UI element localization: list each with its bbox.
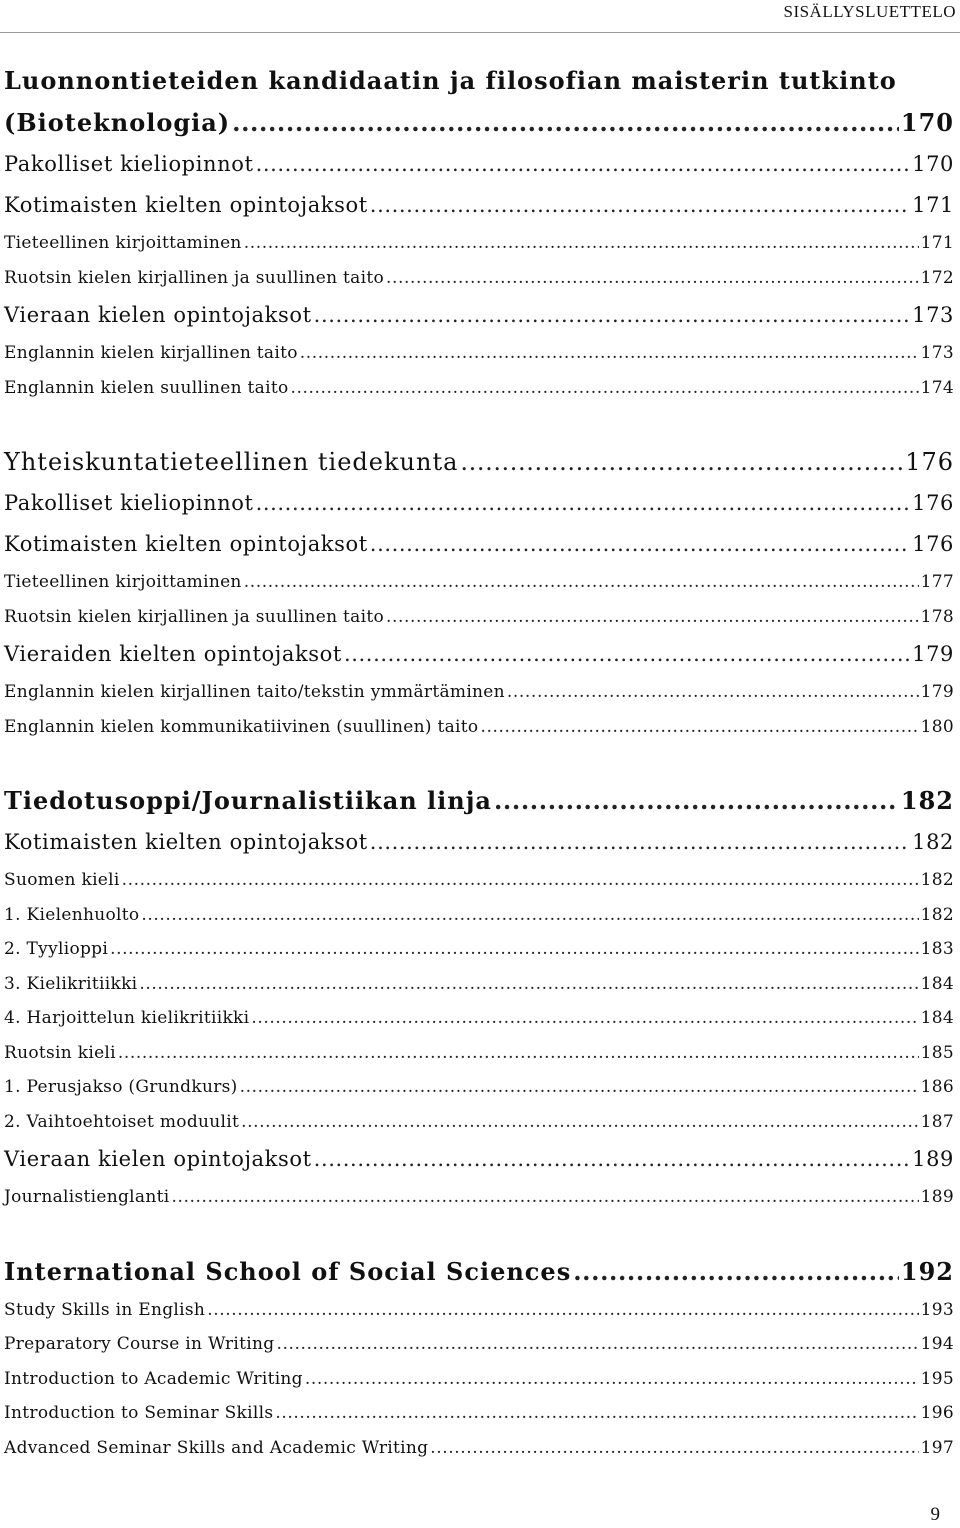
toc-entry[interactable] bbox=[4, 295, 954, 336]
toc-entry-page: 186 bbox=[920, 1077, 954, 1097]
toc-entry-title: 2. Tyylioppi bbox=[4, 939, 109, 959]
toc-entry[interactable] bbox=[4, 60, 954, 102]
dot-leader bbox=[141, 898, 918, 933]
toc-entry-title: Journalistienglanti bbox=[4, 1187, 170, 1207]
toc-entry-title: Tieteellinen kirjoittaminen bbox=[4, 572, 242, 592]
toc-entry[interactable] bbox=[4, 1362, 954, 1397]
toc-entry-page: 173 bbox=[920, 343, 954, 363]
toc-entry[interactable] bbox=[4, 102, 954, 144]
toc-section bbox=[4, 1251, 954, 1466]
dot-leader bbox=[507, 675, 919, 710]
toc-entry[interactable] bbox=[4, 600, 954, 635]
dot-leader bbox=[241, 1105, 919, 1140]
toc-entry[interactable] bbox=[4, 565, 954, 600]
dot-leader bbox=[314, 1139, 910, 1180]
toc-entry[interactable] bbox=[4, 144, 954, 185]
dot-leader bbox=[480, 710, 918, 745]
toc-entry[interactable] bbox=[4, 1180, 954, 1215]
toc-entry-page: 196 bbox=[920, 1403, 954, 1423]
toc-entry[interactable] bbox=[4, 634, 954, 675]
toc-entry-page: 189 bbox=[912, 1147, 954, 1171]
dot-leader bbox=[240, 1070, 919, 1105]
dot-leader bbox=[171, 1180, 918, 1215]
toc-entry[interactable] bbox=[4, 1105, 954, 1140]
toc-entry-page: 173 bbox=[912, 303, 954, 327]
toc-entry-title: Advanced Seminar Skills and Academic Writing bbox=[4, 1437, 429, 1458]
section-gap bbox=[4, 744, 954, 780]
dot-leader bbox=[232, 102, 899, 144]
toc-entry-page: 180 bbox=[920, 716, 954, 737]
toc-entry-title: (Bioteknologia) bbox=[4, 108, 231, 137]
running-header: SISÄLLYSLUETTELO bbox=[783, 2, 956, 21]
toc-entry-title: Yhteiskuntatieteellinen tiedekunta bbox=[4, 448, 459, 476]
toc-entry-title: 3. Kielikritiikki bbox=[4, 973, 138, 994]
toc-entry-title: Englannin kielen kirjallinen taito/tekstin ymmärtäminen bbox=[4, 682, 505, 702]
table-of-contents bbox=[4, 60, 954, 1465]
toc-entry[interactable] bbox=[4, 863, 954, 898]
toc-entry[interactable] bbox=[4, 185, 954, 226]
toc-entry-page: 182 bbox=[900, 786, 954, 815]
toc-section bbox=[4, 441, 954, 744]
dot-leader bbox=[494, 780, 899, 822]
toc-entry-title: Preparatory Course in Writing bbox=[4, 1334, 275, 1354]
toc-entry-title: Ruotsin kieli bbox=[4, 1042, 116, 1063]
dot-leader bbox=[122, 863, 919, 898]
toc-entry[interactable] bbox=[4, 1070, 954, 1105]
dot-leader bbox=[207, 1293, 918, 1328]
toc-entry-page: 174 bbox=[920, 377, 954, 398]
toc-entry-title: International School of Social Sciences bbox=[4, 1256, 572, 1286]
toc-entry-page: 171 bbox=[912, 193, 954, 217]
toc-entry-title: Ruotsin kielen kirjallinen ja suullinen taito bbox=[4, 267, 384, 288]
toc-entry[interactable] bbox=[4, 261, 954, 296]
toc-entry-title: Kotimaisten kielten opintojaksot bbox=[4, 830, 368, 854]
toc-entry[interactable] bbox=[4, 336, 954, 371]
toc-entry-page: 193 bbox=[920, 1299, 954, 1320]
toc-entry-title: Suomen kieli bbox=[4, 870, 120, 890]
toc-entry-page: 189 bbox=[920, 1187, 954, 1207]
header-rule bbox=[0, 32, 960, 33]
page-number: 9 bbox=[930, 1504, 940, 1525]
toc-entry-title: Ruotsin kielen kirjallinen ja suullinen taito bbox=[4, 606, 384, 627]
toc-entry-title: 2. Vaihtoehtoiset moduulit bbox=[4, 1111, 240, 1132]
dot-leader bbox=[370, 185, 910, 226]
dot-leader bbox=[110, 932, 919, 967]
toc-entry-title: Kotimaisten kielten opintojaksot bbox=[4, 532, 368, 556]
dot-leader bbox=[430, 1431, 918, 1466]
dot-leader bbox=[244, 565, 919, 600]
toc-entry[interactable] bbox=[4, 675, 954, 710]
toc-entry-page: 194 bbox=[920, 1334, 954, 1354]
toc-entry-page: 172 bbox=[920, 267, 954, 288]
toc-entry-page: 176 bbox=[912, 491, 954, 515]
toc-entry[interactable] bbox=[4, 483, 954, 524]
toc-entry[interactable] bbox=[4, 1001, 954, 1036]
toc-entry-page: 182 bbox=[920, 870, 954, 890]
toc-entry-title: Englannin kielen kirjallinen taito bbox=[4, 343, 298, 363]
dot-leader bbox=[118, 1036, 919, 1071]
toc-entry-page: 170 bbox=[900, 108, 954, 137]
toc-entry-page: 197 bbox=[920, 1437, 954, 1458]
dot-leader bbox=[314, 295, 910, 336]
section-gap bbox=[4, 1215, 954, 1251]
toc-section bbox=[4, 780, 954, 1215]
toc-entry-page: 184 bbox=[920, 1008, 954, 1028]
dot-leader bbox=[256, 144, 911, 185]
dot-leader bbox=[251, 1001, 918, 1036]
toc-entry-title: Pakolliset kieliopinnot bbox=[4, 152, 254, 176]
toc-entry[interactable] bbox=[4, 1327, 954, 1362]
toc-entry-page: 176 bbox=[912, 532, 954, 556]
dot-leader bbox=[256, 483, 911, 524]
toc-entry-title: Englannin kielen suullinen taito bbox=[4, 377, 289, 398]
toc-entry-page: 176 bbox=[905, 448, 954, 476]
toc-entry-page: 195 bbox=[920, 1368, 954, 1389]
toc-entry-page: 182 bbox=[920, 904, 954, 925]
toc-entry-title: 1. Perusjakso (Grundkurs) bbox=[4, 1077, 238, 1097]
toc-entry-title: Vieraan kielen opintojaksot bbox=[4, 1147, 312, 1171]
toc-entry-title: Kotimaisten kielten opintojaksot bbox=[4, 193, 368, 217]
toc-entry-page: 183 bbox=[920, 939, 954, 959]
dot-leader bbox=[275, 1396, 918, 1431]
toc-entry[interactable] bbox=[4, 1251, 954, 1293]
toc-entry[interactable] bbox=[4, 898, 954, 933]
toc-entry-page: 187 bbox=[920, 1111, 954, 1132]
toc-entry[interactable] bbox=[4, 1139, 954, 1180]
dot-leader bbox=[370, 524, 910, 565]
toc-entry-title: Englannin kielen kommunikatiivinen (suullinen) taito bbox=[4, 716, 479, 737]
toc-entry-page: 177 bbox=[920, 572, 954, 592]
toc-entry-page: 178 bbox=[920, 606, 954, 627]
toc-entry[interactable] bbox=[4, 371, 954, 406]
dot-leader bbox=[370, 822, 910, 863]
dot-leader bbox=[300, 336, 919, 371]
toc-entry-page: 192 bbox=[900, 1256, 954, 1286]
toc-entry-page: 182 bbox=[912, 830, 954, 854]
toc-entry[interactable] bbox=[4, 932, 954, 967]
toc-section bbox=[4, 60, 954, 405]
toc-entry-title: Tieteellinen kirjoittaminen bbox=[4, 233, 242, 253]
toc-entry-page: 171 bbox=[920, 233, 954, 253]
toc-entry-page: 179 bbox=[920, 682, 954, 702]
toc-entry-page: 170 bbox=[912, 152, 954, 176]
toc-entry-title: Vieraan kielen opintojaksot bbox=[4, 303, 312, 327]
toc-entry[interactable] bbox=[4, 441, 954, 483]
toc-entry[interactable] bbox=[4, 1431, 954, 1466]
toc-entry-title: Introduction to Seminar Skills bbox=[4, 1403, 274, 1423]
toc-entry-page: 185 bbox=[920, 1042, 954, 1063]
toc-entry-title: 1. Kielenhuolto bbox=[4, 904, 140, 925]
dot-leader bbox=[573, 1251, 899, 1293]
dot-leader bbox=[291, 371, 919, 406]
toc-entry-title: Pakolliset kieliopinnot bbox=[4, 491, 254, 515]
dot-leader bbox=[386, 261, 919, 296]
toc-entry[interactable] bbox=[4, 710, 954, 745]
dot-leader bbox=[244, 226, 919, 261]
toc-entry[interactable] bbox=[4, 1293, 954, 1328]
toc-entry-page: 184 bbox=[920, 973, 954, 994]
toc-entry-title: Introduction to Academic Writing bbox=[4, 1368, 303, 1389]
dot-leader bbox=[344, 634, 910, 675]
dot-leader bbox=[386, 600, 919, 635]
dot-leader bbox=[305, 1362, 919, 1397]
toc-entry[interactable] bbox=[4, 1396, 954, 1431]
dot-leader bbox=[276, 1327, 918, 1362]
dot-leader bbox=[460, 441, 903, 483]
toc-entry[interactable] bbox=[4, 967, 954, 1002]
toc-entry-title: Tiedotusoppi/Journalistiikan linja bbox=[4, 786, 492, 815]
toc-entry[interactable] bbox=[4, 226, 954, 261]
toc-entry[interactable] bbox=[4, 822, 954, 863]
toc-entry-title: Study Skills in English bbox=[4, 1299, 206, 1320]
dot-leader bbox=[139, 967, 918, 1002]
toc-entry-title: 4. Harjoittelun kielikritiikki bbox=[4, 1008, 250, 1028]
toc-entry[interactable] bbox=[4, 1036, 954, 1071]
toc-entry-title: Luonnontieteiden kandidaatin ja filosofian maisterin tutkinto bbox=[4, 66, 897, 95]
toc-entry[interactable] bbox=[4, 780, 954, 822]
toc-entry-title: Vieraiden kielten opintojaksot bbox=[4, 642, 342, 666]
section-gap bbox=[4, 405, 954, 441]
toc-entry-page: 179 bbox=[912, 642, 954, 666]
toc-entry[interactable] bbox=[4, 524, 954, 565]
